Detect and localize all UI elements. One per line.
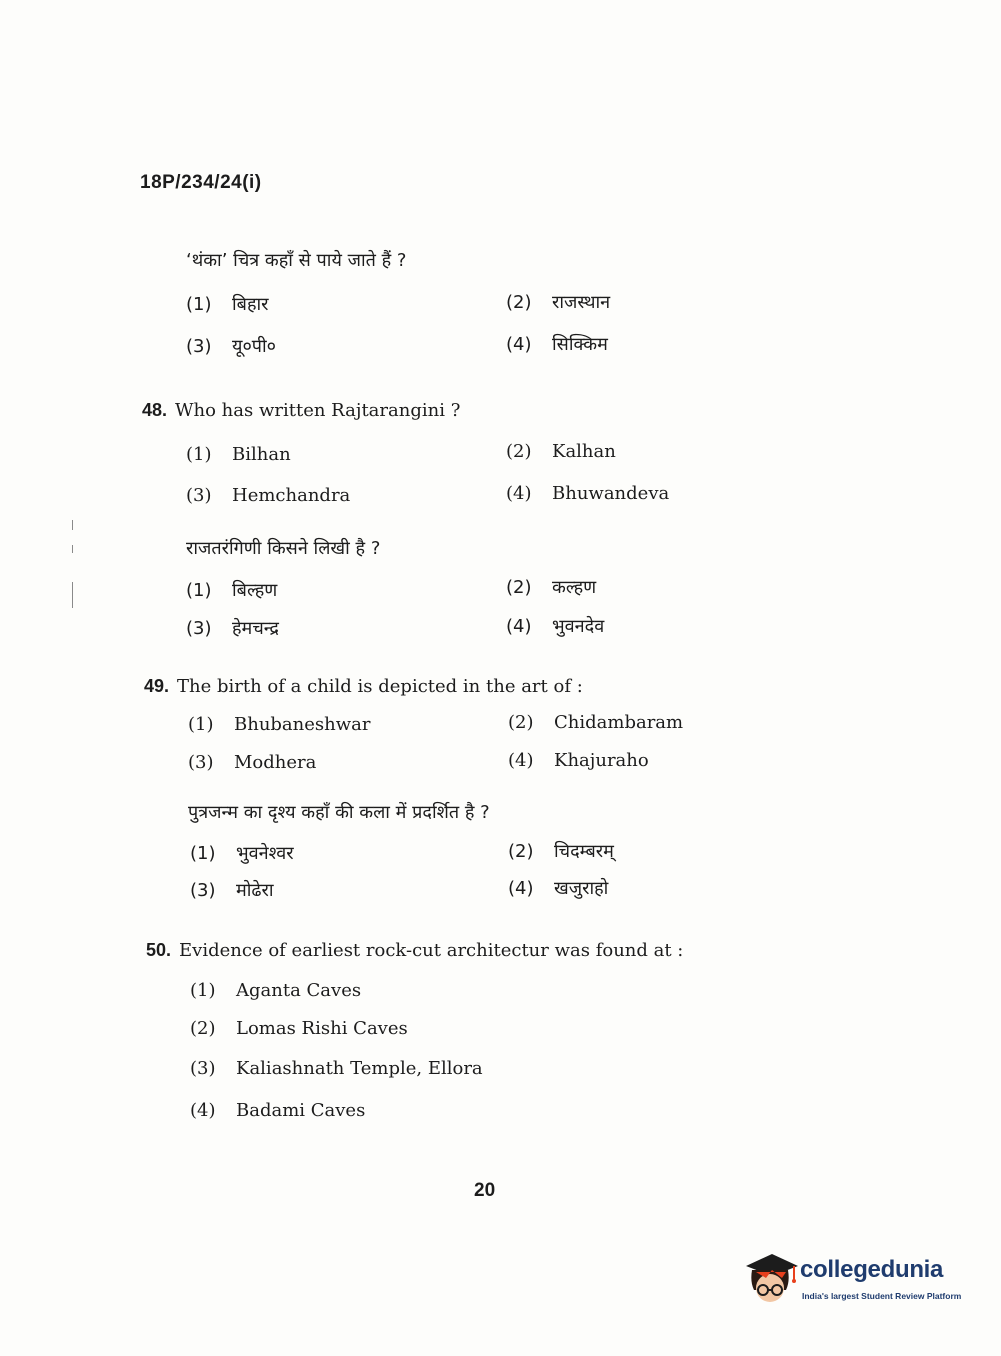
- q49-question: 49. The birth of a child is depicted in the art of :: [144, 676, 583, 697]
- q48-question: 48. Who has written Rajtarangini ?: [142, 400, 461, 421]
- q47-hindi-question: ‘थंका’ चित्र कहाँ से पाये जाते हैं ?: [186, 250, 407, 271]
- q50-option-3: (3) Kaliashnath Temple, Ellora: [190, 1058, 483, 1079]
- q47-hindi-option-2: (2) राजस्थान: [506, 292, 611, 313]
- q49-hindi-question: पुत्रजन्म का दृश्य कहाँ की कला में प्रदर्शित है ?: [188, 802, 490, 823]
- q47-hindi-option-4: (4) सिक्किम: [506, 334, 608, 355]
- q50-question: 50. Evidence of earliest rock-cut architectur was found at :: [146, 940, 684, 961]
- q48-option-3: (3) Hemchandra: [186, 485, 351, 506]
- scan-mark: [72, 582, 73, 608]
- collegedunia-logo[interactable]: [742, 1248, 972, 1312]
- q49-hindi-option-4: (4) खजुराहो: [508, 878, 609, 899]
- q48-hindi-question: राजतरंगिणी किसने लिखी है ?: [186, 538, 381, 559]
- q50-option-2: (2) Lomas Rishi Caves: [190, 1018, 408, 1039]
- q48-hindi-option-3: (3) हेमचन्द्र: [186, 618, 279, 639]
- logo-tagline: India's largest Student Review Platform: [802, 1291, 962, 1301]
- q49-option-4: (4) Khajuraho: [508, 750, 649, 771]
- mascot-icon: [742, 1252, 798, 1310]
- q47-hindi-option-1: (1) बिहार: [186, 294, 269, 315]
- q49-option-1: (1) Bhubaneshwar: [188, 714, 371, 735]
- logo-text: collegedunia: [800, 1256, 944, 1283]
- q48-hindi-option-1: (1) बिल्हण: [186, 580, 278, 601]
- q49-option-2: (2) Chidambaram: [508, 712, 684, 733]
- q49-hindi-option-2: (2) चिदम्बरम्: [508, 841, 614, 862]
- q47-hindi-option-3: (3) यू०पी०: [186, 336, 277, 357]
- q48-option-2: (2) Kalhan: [506, 441, 616, 462]
- page-number: 20: [474, 1180, 496, 1201]
- q50-option-4: (4) Badami Caves: [190, 1100, 366, 1121]
- q48-hindi-option-2: (2) कल्हण: [506, 577, 597, 598]
- q50-option-1: (1) Aganta Caves: [190, 980, 362, 1001]
- q49-hindi-option-1: (1) भुवनेश्वर: [190, 843, 294, 864]
- scan-mark: [72, 545, 73, 553]
- q48-hindi-option-4: (4) भुवनदेव: [506, 616, 605, 637]
- q48-option-4: (4) Bhuwandeva: [506, 483, 670, 504]
- q49-option-3: (3) Modhera: [188, 752, 317, 773]
- scan-mark: [72, 520, 73, 530]
- q48-option-1: (1) Bilhan: [186, 444, 291, 465]
- q49-hindi-option-3: (3) मोढेरा: [190, 880, 274, 901]
- paper-code: 18P/234/24(i): [140, 172, 262, 193]
